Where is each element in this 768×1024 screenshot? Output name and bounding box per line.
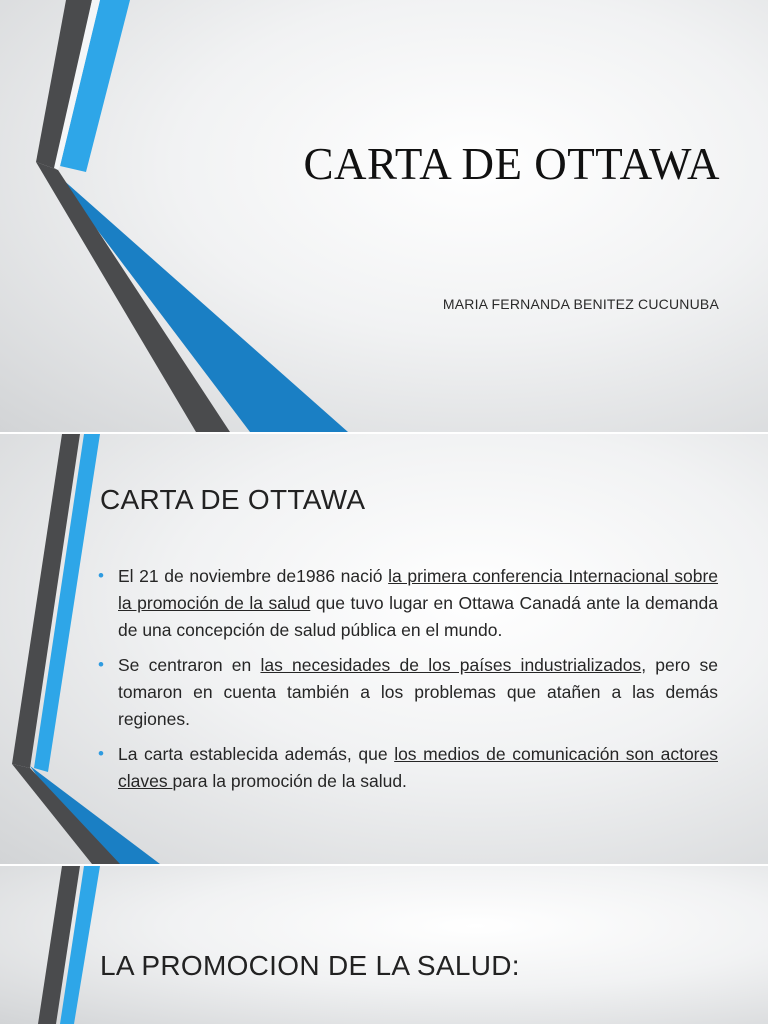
bullet-item xyxy=(98,563,718,644)
bullet-item xyxy=(98,741,718,795)
bullet-text: Se centraron en xyxy=(118,655,261,675)
bullet-text: , pero se tomaron en cuenta también a los problemas que atañen a las demás regiones. xyxy=(118,655,718,729)
content-slide xyxy=(0,866,768,1024)
title-slide xyxy=(0,0,768,432)
underlined-text: los medios de comunicación son actores claves xyxy=(118,744,718,791)
slide-decoration xyxy=(0,0,768,432)
bullet-item xyxy=(98,652,718,733)
presentation-author: MARIA FERNANDA BENITEZ CUCUNUBA xyxy=(442,296,719,312)
bullet-text: para la promoción de la salud. xyxy=(172,771,407,791)
slide-decoration xyxy=(0,866,768,1024)
bullet-text: La carta establecida además, que xyxy=(118,744,395,764)
bullet-list xyxy=(98,563,718,803)
bullet-text: El 21 de noviembre de1986 nació xyxy=(118,566,389,586)
slide-heading: CARTA DE OTTAWA xyxy=(100,484,366,515)
bullet-dot-icon: • xyxy=(98,744,104,763)
presentation-title: CARTA DE OTTAWA xyxy=(303,139,720,189)
content-slide xyxy=(0,434,768,864)
slide-heading: LA PROMOCION DE LA SALUD: xyxy=(100,950,520,981)
bullet-dot-icon: • xyxy=(98,566,104,585)
underlined-text: la primera conferencia Internacional sobre la promoción de la salud xyxy=(118,566,719,613)
bullet-dot-icon: • xyxy=(98,655,104,674)
underlined-text: las necesidades de los países industrializados xyxy=(260,655,642,675)
bullet-text: que tuvo lugar en Ottawa Canadá ante la demanda de una concepción de salud pública en el mundo. xyxy=(118,593,718,640)
